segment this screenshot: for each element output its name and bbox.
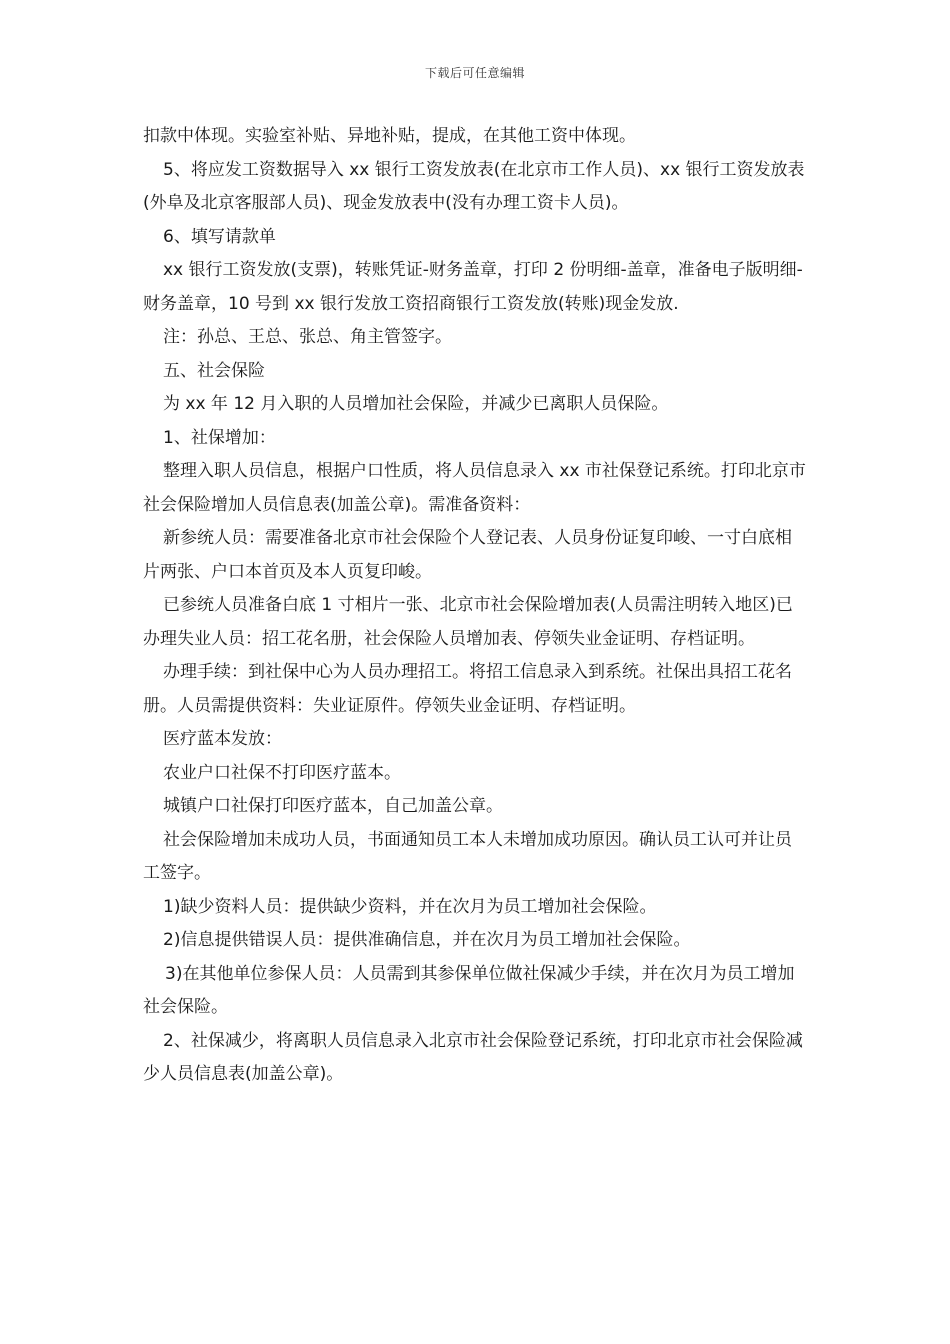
paragraph: 5、将应发工资数据导入 xx 银行工资发放表(在北京市工作人员)、xx 银行工资发放表(外阜及北京客服部人员)、现金发放表中(没有办理工资卡人员)。 <box>143 159 805 213</box>
document-body <box>143 120 808 1092</box>
paragraph: 已参统人员准备白底 1 寸相片一张、北京市社会保险增加表(人员需注明转入地区)已办理失业人员：招工花名册，社会保险人员增加表、停领失业金证明、存档证明。 <box>143 595 793 649</box>
list-item: 2)信息提供错误人员：提供准确信息，并在次月为员工增加社会保险。 <box>163 930 691 950</box>
list-item: 3)在其他单位参保人员：人员需到其参保单位做社保减少手续，并在次月为员工增加社会保险。 <box>143 963 795 1017</box>
paragraph: 城镇户口社保打印医疗蓝本，自己加盖公章。 <box>163 796 503 816</box>
paragraph: 扣款中体现。实验室补贴、异地补贴，提成，在其他工资中体现。 <box>143 126 636 146</box>
paragraph: 农业户口社保不打印医疗蓝本。 <box>163 762 401 783</box>
list-item: 1)缺少资料人员：提供缺少资料，并在次月为员工增加社会保险。 <box>163 896 657 917</box>
paragraph: 为 xx 年 12 月入职的人员增加社会保险，并减少已离职人员保险。 <box>163 394 669 414</box>
paragraph: 6、填写请款单 <box>163 226 276 247</box>
paragraph: 整理入职人员信息，根据户口性质，将人员信息录入 xx 市社保登记系统。打印北京市社会保险增加人员信息表(加盖公章)。需准备资料： <box>143 461 806 515</box>
paragraph: 医疗蓝本发放： <box>163 729 282 749</box>
paragraph: 社会保险增加未成功人员，书面通知员工本人未增加成功原因。确认员工认可并让员工签字。 <box>143 829 792 883</box>
page-header: 下载后可任意编辑 <box>424 66 525 80</box>
section-heading: 五、社会保险 <box>163 360 265 381</box>
paragraph: 办理手续：到社保中心为人员办理招工。将招工信息录入到系统。社保出具招工花名册。人员需提供资料：失业证原件。停领失业金证明、存档证明。 <box>143 662 792 716</box>
paragraph: xx 银行工资发放(支票)，转账凭证-财务盖章，打印 2 份明细-盖章，准备电子版明细-财务盖章，10 号到 xx 银行发放工资招商银行工资发放(转账)现金发放. <box>143 260 803 314</box>
paragraph: 2、社保减少，将离职人员信息录入北京市社会保险登记系统，打印北京市社会保险减少人员信息表(加盖公章)。 <box>143 1030 803 1084</box>
paragraph: 新参统人员：需要准备北京市社会保险个人登记表、人员身份证复印峻、一寸白底相片两张、户口本首页及本人页复印峻。 <box>143 528 792 582</box>
paragraph: 注：孙总、王总、张总、角主管签字。 <box>163 327 452 347</box>
paragraph: 1、社保增加： <box>163 427 276 448</box>
